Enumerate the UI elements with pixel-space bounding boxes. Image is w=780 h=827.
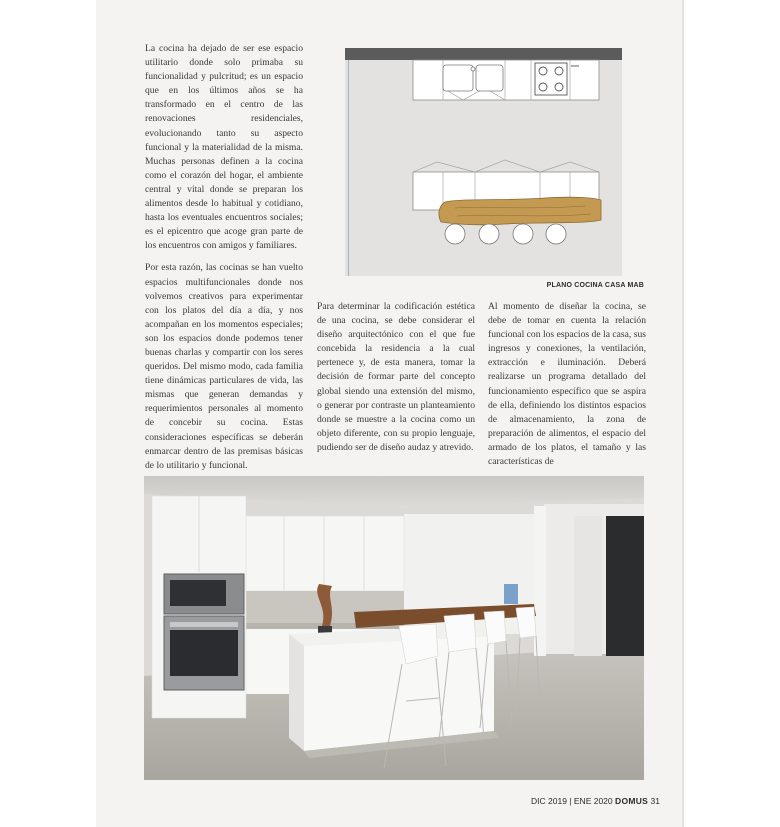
- footer-page-number: 31: [650, 796, 660, 806]
- plan-wood-bar: [439, 197, 601, 225]
- left-text-column: [145, 42, 303, 481]
- plan-stools: [445, 224, 566, 244]
- plan-sink: [443, 65, 503, 91]
- kitchen-floor-plan: [345, 48, 622, 276]
- page-footer: [520, 796, 660, 806]
- footer-date: DIC 2019 | ENE 2020: [531, 796, 613, 806]
- kitchen-photo-illustration: [144, 476, 644, 780]
- middle-paragraph-1: Para determinar la codificación estética de una cocina, se debe considerar el diseño arquitectónico con el que fue concebida la residencia a la cual pertenece y, de esta manera, tomar la decisión de formar parte del concepto global siendo una extensión del mismo, o generar por contraste un planteamiento donde se muestre a la cocina como un objeto diferente, con su propio lenguaje, pudiendo ser de diseño audaz y atrevido.: [317, 301, 475, 453]
- right-paragraph-1: Al momento de diseñar la cocina, se debe de tomar en cuenta la relación funcional con los espacios de la casa, sus ingresos y conexiones, la ventilación, extracción e iluminación. Deberá realizarse un programa detallado del funcionamiento específico que se aspira de ella, definiendo los distintos espacios de almacenamiento, la zona de preparación de alimentos, el espacio del armado de los platos, el tamaño y las características de: [488, 301, 646, 468]
- plan-drawing: [345, 48, 622, 276]
- left-paragraph-2: Por esta razón, las cocinas se han vuelto espacios multifuncionales donde nos volvemos creativos para experimentar con los platos del día a día, y nos acompañan en los momentos especiales; son los espacios donde podemos tener buenas charlas y compartir con los seres queridos. Del mismo modo, cada familia tiene dinámicas particulares de vida, las mismas que generan demandas y requerimientos personales al momento de concebir su cocina. Estas consideraciones específicas se deberán enmarcar dentro de las premisas básicas de lo utilitario y funcional.: [145, 262, 303, 471]
- middle-text-column: [317, 300, 475, 463]
- plan-caption: PLANO COCINA CASA MAB: [546, 282, 644, 289]
- kitchen-photo: [144, 476, 644, 780]
- right-text-column: [488, 300, 646, 477]
- footer-brand: DOMUS: [615, 796, 649, 806]
- left-paragraph-1: La cocina ha dejado de ser ese espacio utilitario donde solo primaba su funcionalidad y pulcritud; es un espacio que en los últimos años se ha transformado en el centro de las renovaciones residenciales, evolucionando tanto su aspecto funcional y la materialidad de la misma. Muchas personas definen a la cocina como el corazón del hogar, el ambiente central y vital donde se preparan los alimentos desde lo habitual y cotidiano, hasta los eventuales encuentros sociales; es el epicentro que acoge gran parte de los encuentros con amigos y familiares.: [145, 43, 303, 252]
